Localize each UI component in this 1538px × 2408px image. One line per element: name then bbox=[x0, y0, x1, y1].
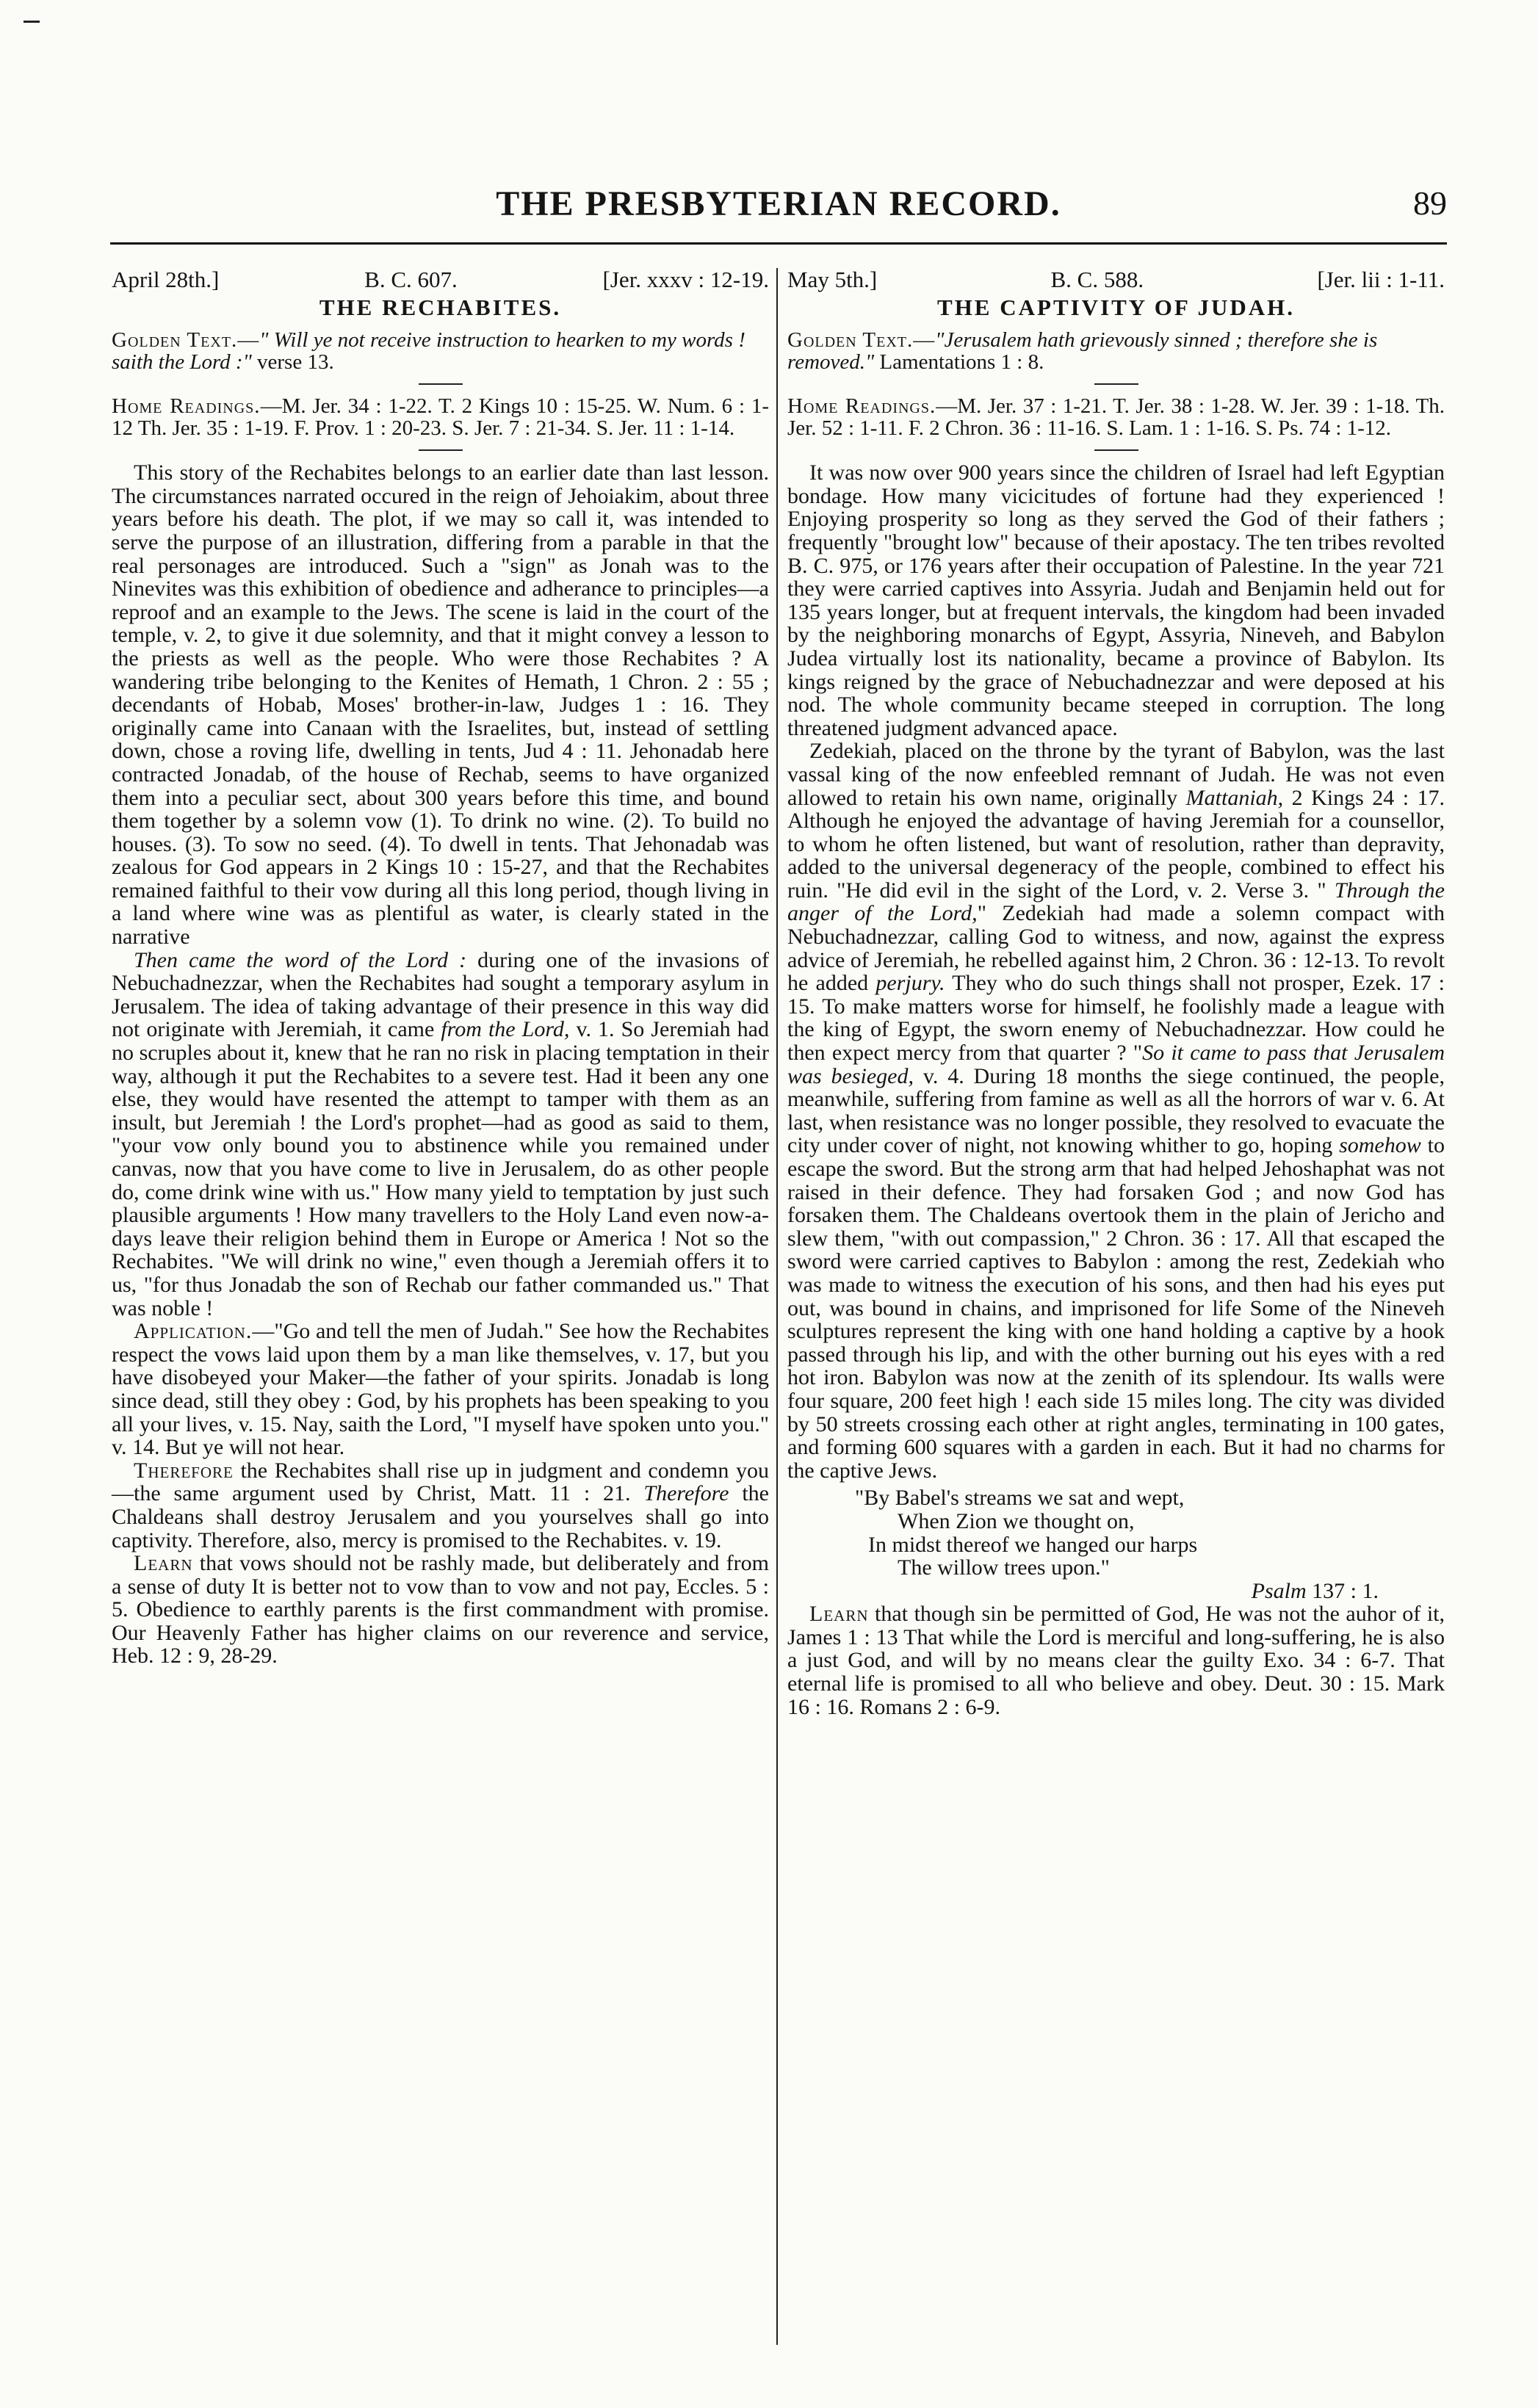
home-readings bbox=[787, 395, 1445, 439]
home-readings-label: Home Readings. bbox=[787, 394, 936, 419]
poem-line: "By Babel's streams we sat and wept, bbox=[855, 1486, 1185, 1511]
golden-text-label: Golden Text.— bbox=[787, 328, 936, 352]
body-text: 2 Kings 24 : 17. Although he enjoyed the advantage of having Jeremiah for a counsellor, to whom he often listened, but want of resolution, rather than depravity, added to the universal degeneracy of the people, combined to effect his ruin. "He did evil in the sight of the Lord, v. 2. Verse 3. " bbox=[787, 785, 1445, 903]
body-text: v. 1. So Jeremiah had no scruples about it, knew that he ran no risk in placing temptation in their way, although it put the Rechabites to a severe test. Had it been any one else, they would have resented the attempt to tamper with them as an insult, but Jeremiah ! the Lord's prophet—had as good as said to them, "your vow only bound you to abstinence while you remained under canvas, now that you have come to live in Jerusalem, do as other people do, come drink wine with us." How many yield to temptation by just such plausible arguments ! How many travellers to the Holy Land even now-a-days leave their religion behind them in Europe or America ! Not so the Rechabites. "We will drink no wine," even though a Jeremiah offers it to us, "for thus Jonadab the son of Rechab our father commanded us." That was noble ! bbox=[112, 1017, 769, 1320]
home-readings bbox=[112, 395, 769, 439]
psalm-reference: 137 : 1. bbox=[1306, 1578, 1379, 1603]
poem-line: In midst thereof we hanged our harps bbox=[868, 1532, 1198, 1557]
learn-paragraph bbox=[112, 1552, 769, 1668]
home-readings-text: —M. Jer. 34 : 1-22. T. 2 Kings 10 : 15-25. W. Num. 6 : 1-12 Th. Jer. 35 : 1-19. F. Prov. 1 : 20-23. S. Jer. 7 : 21-34. S. Jer. 11 : 1-14. bbox=[112, 394, 769, 441]
lesson-column-right bbox=[787, 268, 1445, 1718]
body-text: Zedekiah, placed on the throne by the tyrant of Babylon, was the last vassal king of the now enfeebled remnant of Judah. He was not even allowed to retain his own name, originally bbox=[787, 739, 1445, 810]
therefore-label: Therefore bbox=[134, 1458, 234, 1483]
body-text: the Chaldeans shall destroy Jerusalem and you yourselves shall go into captivity. Therefore, also, mercy is promised to the Rechabites. v. 19. bbox=[112, 1481, 769, 1552]
section-rule bbox=[1094, 449, 1138, 451]
lesson-meta bbox=[787, 268, 1445, 292]
body-text: —"Go and tell the men of Judah." See how the Rechabites respect the vows laid upon them by a man like themselves, v. 17, but you have disobeyed your Maker—the father of your spirits. Jonadab is long since dead, still they obey : God, by his prophets has been speaking to you all your lives, v. 15. Nay, saith the Lord, "I myself have spoken unto you." v. 14. But ye will not hear. bbox=[112, 1319, 769, 1460]
application-paragraph bbox=[112, 1320, 769, 1459]
lesson-title: THE RECHABITES. bbox=[319, 294, 562, 320]
italic-phrase: Therefore bbox=[643, 1481, 729, 1506]
therefore-paragraph bbox=[112, 1459, 769, 1552]
psalm-label: Psalm bbox=[1251, 1578, 1307, 1603]
lesson-reference: [Jer. lii : 1-11. bbox=[1317, 267, 1445, 292]
body-paragraph: It was now over 900 years since the children of Israel had left Egyptian bondage. How many vicicitudes of fortune had they experienced ! Enjoying prosperity so long as they served the God of their fathers ; frequently "brought low" because of their apostacy. The ten tribes revolted B. C. 975, or 176 years after their occupation of Palestine. In the year 721 they were carried captives into Assyria. Judah and Benjamin held out for 135 years longer, but at frequent intervals, the kingdom had been invaded by the neighboring monarchs of Egypt, Assyria, Nineveh, and Babylon Judea virtually lost its nationality, became a province of Babylon. Its kings reigned by the grace of Nebuchadnezzar and were deposed at his nod. The whole community became steeped in corruption. The long threatened judgment advanced apace. bbox=[787, 460, 1445, 740]
body-text: They who do such things shall not prosper, Ezek. 17 : 15. To make matters worse for himself, he foolishly made a league with the king of Egypt, the sworn enemy of Nebuchadnezzar. How could he then expect mercy from that quarter ? " bbox=[787, 971, 1445, 1066]
lesson-bc: B. C. 588. bbox=[1050, 267, 1144, 292]
body-text: during one of the invasions of Nebuchadnezzar, when the Rechabites had sought a temporary asylum in Jerusalem. The idea of taking advantage of their presence in this way did not originate with Jeremiah, it came bbox=[112, 947, 769, 1042]
body-text: that vows should not be rashly made, but deliberately and from a sense of duty It is better not to vow than to vow and not pay, Eccles. 5 : 5. Obedience to earthly parents is the first commandment with promise. Our Heavenly Father has higher claims on our reverence and service, Heb. 12 : 9, 28-29. bbox=[112, 1551, 769, 1668]
home-readings-text: —M. Jer. 37 : 1-21. T. Jer. 38 : 1-28. W. Jer. 39 : 1-18. Th. Jer. 52 : 1-11. F. 2 Chron. 36 : 11-16. S. Lam. 1 : 1-16. S. Ps. 74 : 1-12. bbox=[787, 394, 1445, 441]
header-rule bbox=[110, 242, 1447, 245]
application-label: Application. bbox=[134, 1319, 253, 1344]
section-rule bbox=[419, 383, 463, 385]
psalm-citation bbox=[787, 1580, 1445, 1603]
masthead bbox=[110, 184, 1447, 250]
body-text: " Zedekiah had made a solemn compact with Nebuchadnezzar, calling God to witness, and now, against the express advice of Jeremiah, he rebelled against him, 2 Chron. 36 : 12-13. To revolt he added bbox=[787, 901, 1445, 996]
golden-text-quote: "Jerusalem hath grievously sinned ; therefore she is removed." bbox=[787, 328, 1378, 375]
golden-text bbox=[112, 329, 769, 373]
lesson-meta bbox=[112, 268, 769, 292]
lesson-column-left bbox=[112, 268, 769, 1668]
golden-text-reference: Lamentations 1 : 8. bbox=[874, 350, 1044, 375]
italic-phrase: Mattaniah, bbox=[1185, 785, 1284, 810]
body-paragraph: This story of the Rechabites belongs to an earlier date than last lesson. The circumstances narrated occured in the reign of Jehoiakim, about three years before his death. The plot, if we may so call it, was intended to serve the purpose of an illustration, differing from a parable in that the real personages are introduced. Such a "sign" as Jonah was to the Ninevites was this exhibition of obedience and adherance to principles—a reproof and an example to the Jews. The scene is laid in the court of the temple, v. 2, to give it due solemnity, and that it might convey a lesson to the priests as well as the people. Who were those Rechabites ? A wandering tribe belonging to the Kenites of Hemath, 1 Chron. 2 : 55 ; decendants of Hobab, Moses' brother-in-law, Judges 1 : 16. They originally came into Canaan with the Israelites, but, instead of settling down, chose a roving life, dwelling in tents, Jud 4 : 11. Jehonadab here contracted Jonadab, of the house of Rechab, seems to have organized them into a peculiar sect, about 300 years before this time, and bound them together by a solemn vow (1). To drink no wine. (2). To build no houses. (3). To sow no seed. (4). To dwell in tents. That Jehonadab was zealous for God appears in 2 Kings 10 : 15-27, and that the Rechabites remained faithful to their vow during all this long period, though living in a land where wine was as plentiful as water, is clearly stated in the narrative bbox=[112, 460, 769, 950]
body-text: v. 4. During 18 months the siege continued, the people, meanwhile, suffering from famine as well as all the horrors of war v. 6. At last, when resistance was no longer possible, they resolved to evacuate the city under cover of night, not knowing whither to go, hoping bbox=[787, 1063, 1445, 1158]
lesson-bc: B. C. 607. bbox=[364, 267, 458, 292]
learn-label: Learn bbox=[809, 1602, 869, 1627]
poem-line: The willow trees upon." bbox=[898, 1555, 1110, 1580]
page-number: 89 bbox=[1413, 184, 1447, 222]
body-text: to escape the sword. But the strong arm that had helped Jehoshaphat was not raised in their defence. They had forsaken God ; and now God has forsaken them. The Chaldeans overtook them in the plain of Jericho and slew them, "with out compassion," 2 Chron. 36 : 17. All that escaped the sword were carried captives to Babylon : among the rest, Zedekiah who was made to witness the execution of his sons, and then had his eyes put out, was bound in chains, and imprisoned for life Some of the Nineveh sculptures represent the king with one hand holding a captive by a hook passed through his lip, and with the other burning out his eyes with a red hot iron. Babylon was now at the zenith of its splendour. Its walls were four square, 200 feet high ! each side 15 miles long. The city was divided by 50 streets crossing each other at right angles, terminating in 100 gates, and forming 600 squares with a garden in each. But it had no charms for the captive Jews. bbox=[787, 1133, 1445, 1483]
lesson-title: THE CAPTIVITY OF JUDAH. bbox=[937, 294, 1295, 320]
lesson-date: April 28th.] bbox=[112, 267, 220, 292]
learn-label: Learn bbox=[134, 1551, 193, 1576]
golden-text-quote: " Will ye not receive instruction to hearken to my words ! saith the Lord :" bbox=[112, 328, 745, 375]
margin-dash bbox=[24, 21, 40, 23]
golden-text-reference: verse 13. bbox=[251, 350, 334, 375]
body-paragraph bbox=[787, 740, 1445, 1482]
section-rule bbox=[1094, 383, 1138, 385]
body-paragraph bbox=[112, 949, 769, 1320]
poem bbox=[787, 1486, 1445, 1602]
lesson-reference: [Jer. xxxv : 12-19. bbox=[602, 267, 769, 292]
italic-phrase: Through the anger of the Lord, bbox=[787, 878, 1445, 926]
section-rule bbox=[419, 449, 463, 451]
learn-paragraph bbox=[787, 1602, 1445, 1718]
poem-line: When Zion we thought on, bbox=[898, 1508, 1135, 1533]
italic-phrase: Then came the word of the Lord : bbox=[134, 947, 467, 972]
golden-text-label: Golden Text.— bbox=[112, 328, 260, 352]
body-text: that though sin be permitted of God, He was not the auhor of it, James 1 : 13 That while the Lord is merciful and long-suffering, he is also a just God, and will by no means clear the guilty Exo. 34 : 6-7. That eternal life is promised to all who believe and obey. Deut. 30 : 15. Mark 16 : 16. Romans 2 : 6-9. bbox=[787, 1602, 1445, 1719]
home-readings-label: Home Readings. bbox=[112, 394, 261, 419]
italic-phrase: somehow bbox=[1339, 1133, 1421, 1158]
page-title: THE PRESBYTERIAN RECORD. bbox=[496, 184, 1061, 223]
golden-text bbox=[787, 329, 1445, 373]
italic-phrase: perjury. bbox=[875, 971, 945, 996]
italic-phrase: So it came to pass that Jerusalem was besieged, bbox=[787, 1041, 1445, 1088]
column-divider bbox=[776, 268, 778, 2345]
body-text: the Rechabites shall rise up in judgment and condemn you—the same argument used by Christ, Matt. 11 : 21. bbox=[112, 1458, 769, 1506]
italic-phrase: from the Lord, bbox=[441, 1017, 570, 1042]
lesson-date: May 5th.] bbox=[787, 267, 878, 292]
